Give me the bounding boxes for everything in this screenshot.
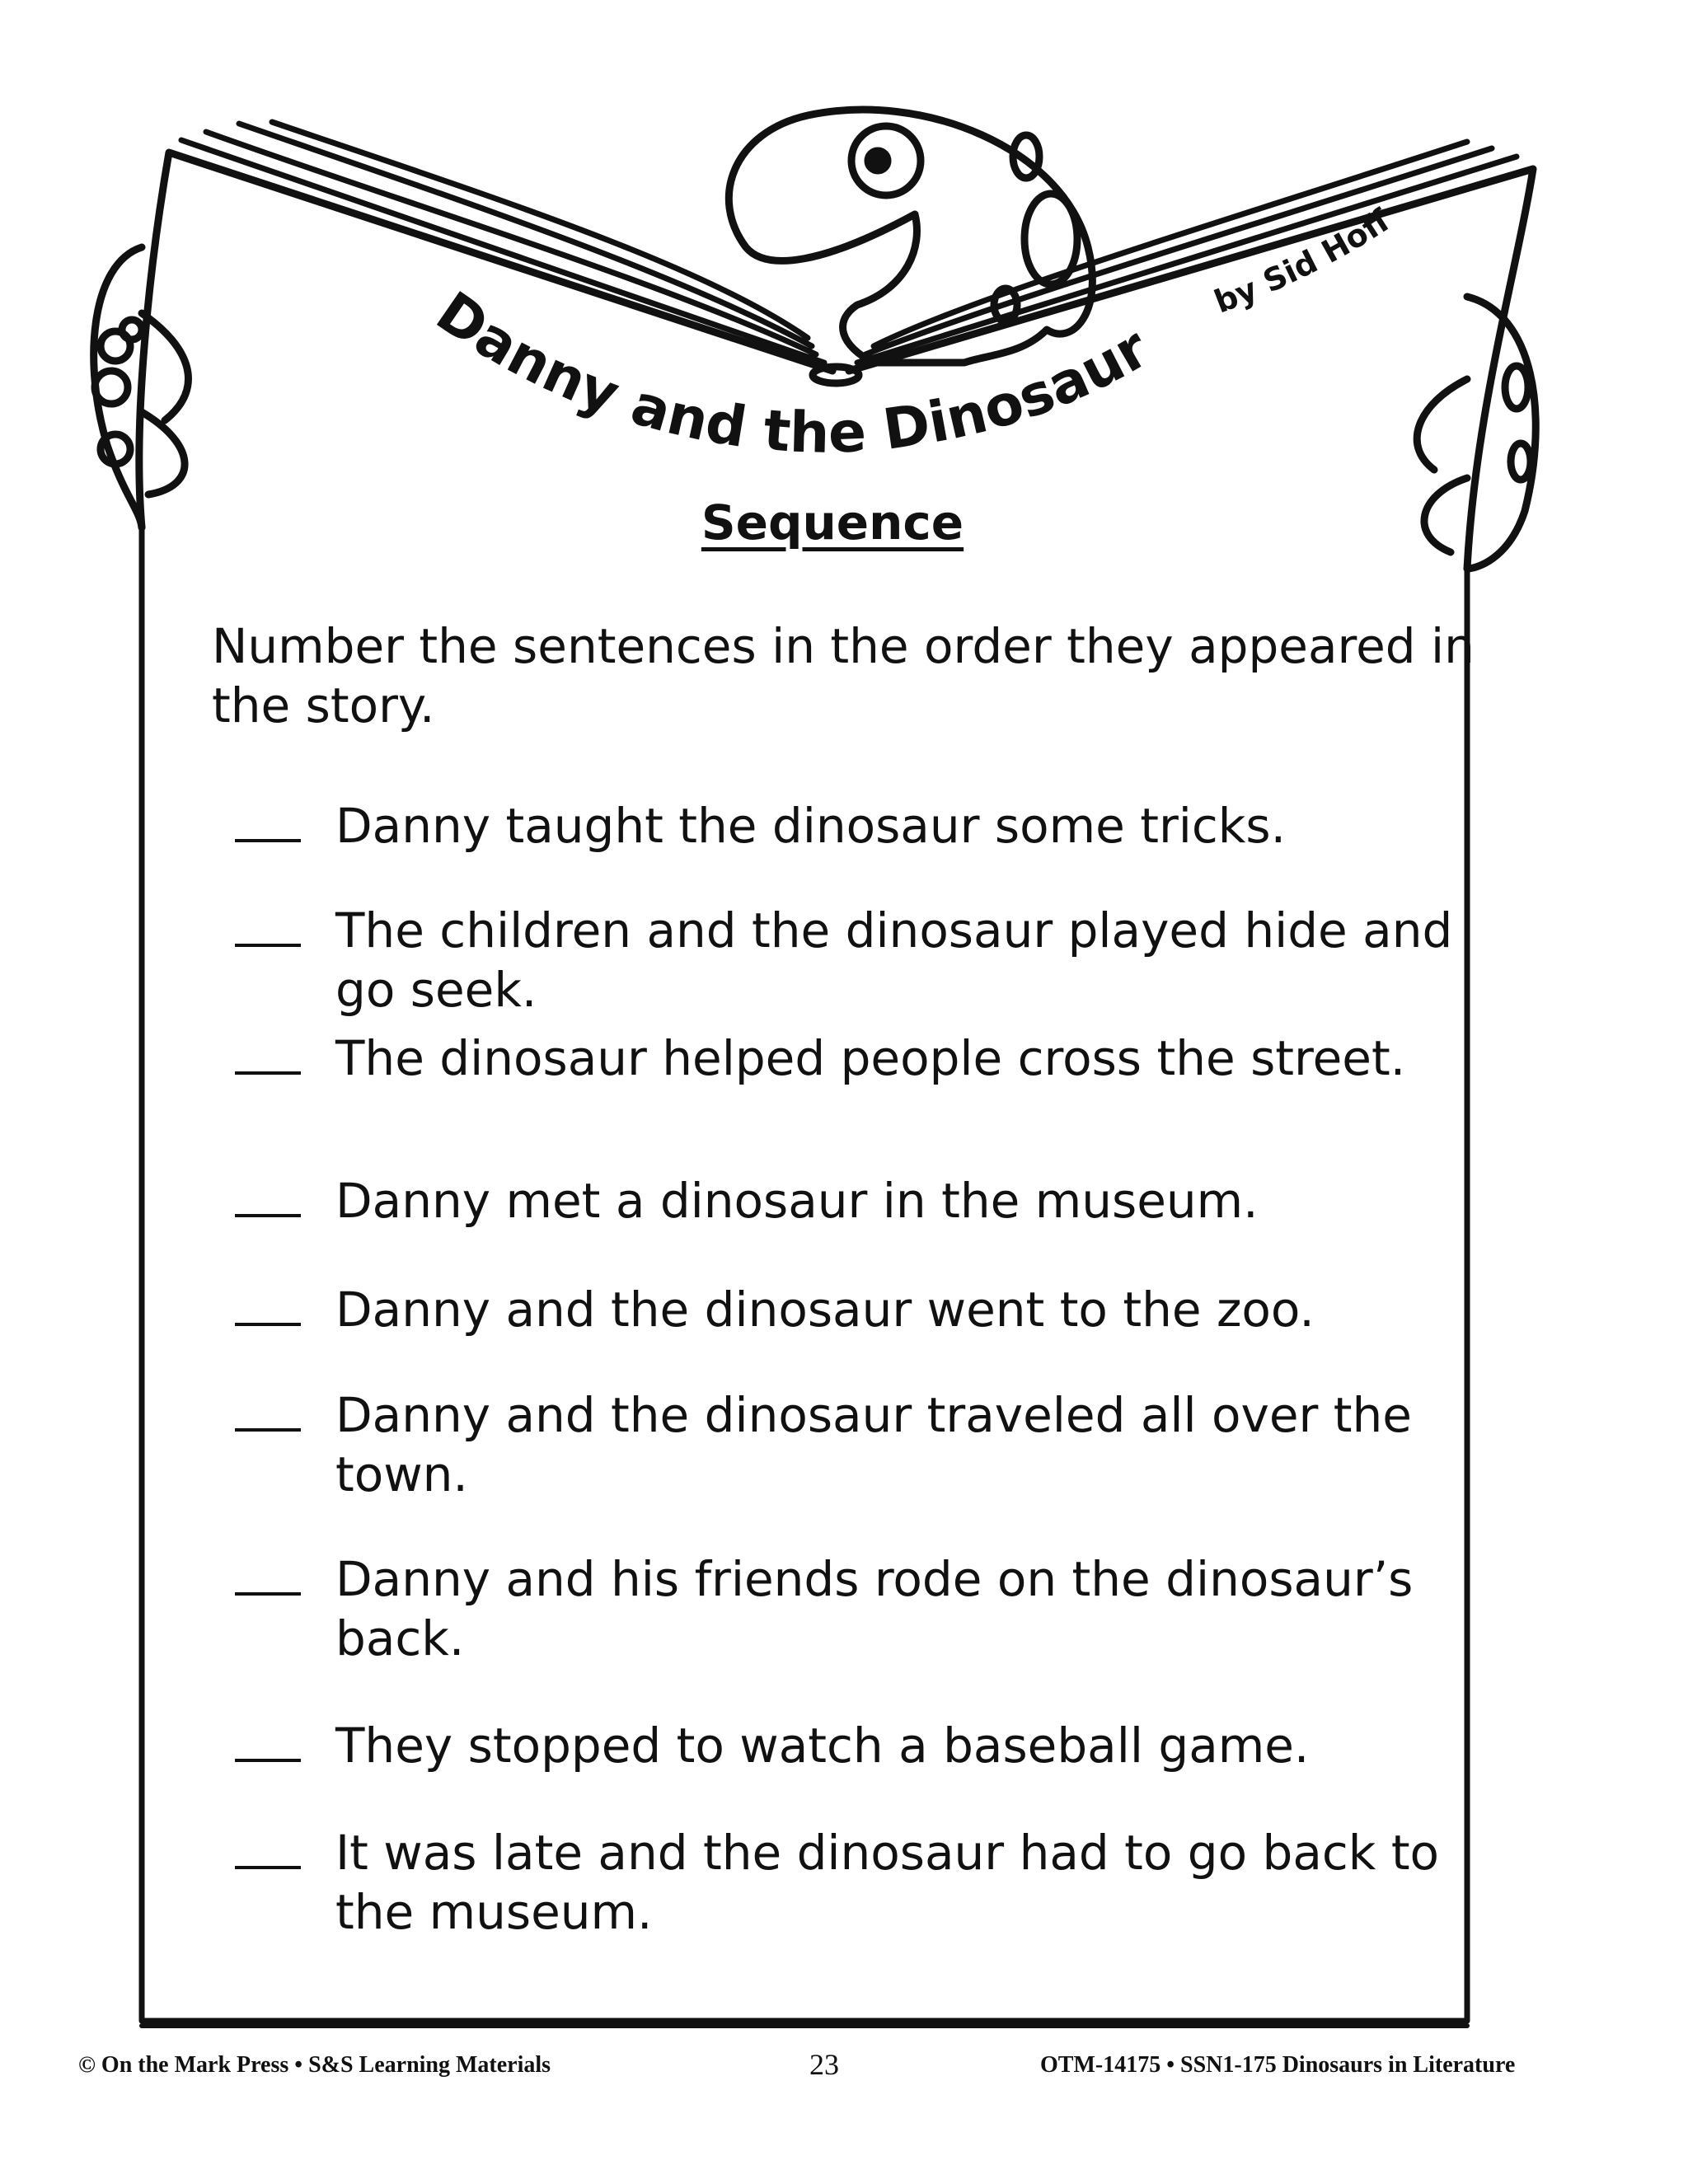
footer-publisher: © On the Mark Press • S&S Learning Materials [78,2052,551,2078]
sequence-item: They stopped to watch a baseball game. [235,1716,1455,1775]
answer-blank[interactable] [235,1823,301,1869]
sequence-item: Danny taught the dinosaur some tricks. [235,796,1455,855]
answer-blank[interactable] [235,901,301,947]
answer-blank[interactable] [235,1280,301,1326]
answer-blank[interactable] [235,1549,301,1596]
page-number: 23 [809,2048,839,2081]
author-text: by Sid Hoff [1209,202,1397,321]
sequence-item: Danny and the dinosaur went to the zoo. [235,1280,1455,1339]
answer-blank[interactable] [235,1716,301,1762]
sequence-item: The dinosaur helped people cross the street. [235,1029,1455,1088]
answer-blank[interactable] [235,1385,301,1432]
sequence-item: It was late and the dinosaur had to go back to the museum. [235,1823,1455,1942]
answer-blank[interactable] [235,1171,301,1217]
sequence-item: The children and the dinosaur played hide and go seek. [235,901,1455,1019]
instructions: Number the sentences in the order they appeared in the story. [212,618,1475,733]
sequence-item: Danny met a dinosaur in the museum. [235,1171,1455,1230]
page-frame [142,527,1467,2021]
answer-blank[interactable] [235,1029,301,1075]
footer-catalog: OTM-14175 • SSN1-175 Dinosaurs in Literature [1040,2052,1516,2078]
sequence-item: Danny and his friends rode on the dinosaur’s back. [235,1549,1455,1668]
answer-blank[interactable] [235,796,301,842]
section-heading: Sequence [701,494,964,551]
title-text: Danny and the Dinosaur [424,279,1160,466]
sequence-item: Danny and the dinosaur traveled all over the town. [235,1385,1455,1504]
